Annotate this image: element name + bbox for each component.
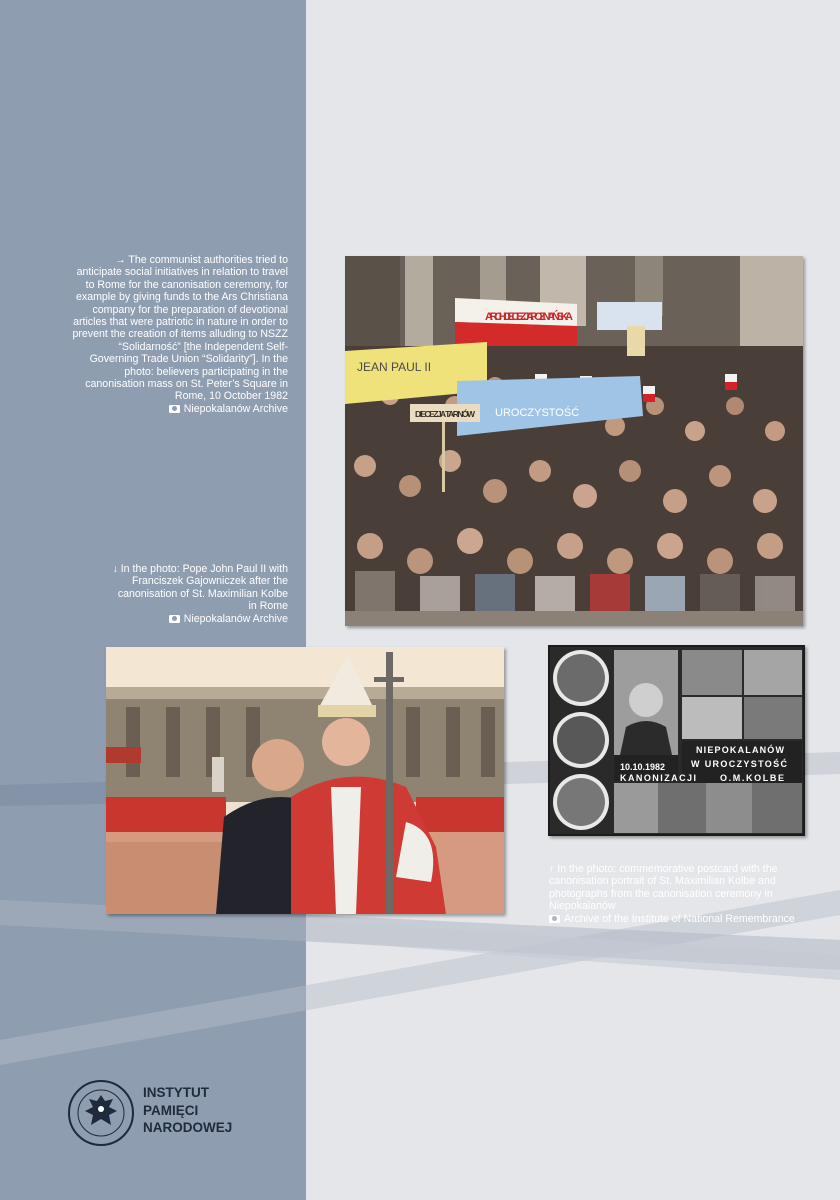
photo-crowd [345, 256, 803, 626]
banner-tarnow: DIECEZJA TARNÓW [415, 409, 475, 419]
ipn-logo [67, 1079, 257, 1149]
camera-icon [169, 405, 180, 413]
caption-postcard-text: In the photo: commemorative postcard with the canonisation portrait of St. Maximilian Kolbe and photographs from the canonisation ceremony in Niepokalanów [549, 863, 778, 913]
caption-crowd-text: The communist authorities tried to anticipate social initiatives in relation to travel to Rome for the canonisation ceremony, for example by giving funds to the Ars Christiana company for the preparation of devotional articles that were patriotic in nature in order to prevent the creation of items alluding to NSZZ “Solidarność” [the Independent Self-Governing Trade Union “Solidarity”]. In the photo: believers participating in the canonisation mass on St. Peter’s Square in Rome, 10 October 1982 [72, 254, 288, 403]
arrow-right-icon: → [115, 254, 126, 266]
camera-icon [169, 615, 180, 623]
logo-line-3: NARODOWEJ [143, 1120, 233, 1135]
logo-line-1: INSTYTUT [143, 1085, 209, 1100]
postcard-line-1: NIEPOKALANÓW [696, 745, 784, 755]
banner-jean-paul: JEAN PAUL II [357, 360, 432, 374]
arrow-up-icon: ↑ [549, 863, 555, 875]
caption-crowd [70, 254, 288, 415]
postcard-line-2: W UROCZYSTOŚĆ [691, 759, 787, 769]
caption-pope-text: In the photo: Pope John Paul II with Franciszek Gajowniczek after the canonisation of St. Maximilian Kolbe in Rome [117, 563, 288, 613]
caption-postcard [549, 863, 809, 925]
photo-pope [106, 647, 504, 914]
banner-poznan: ARCHIDIECEZJA POZNAŃSKA [485, 311, 573, 323]
banner-uroczystosc: UROCZYSTOŚĆ [495, 407, 580, 419]
caption-pope [112, 563, 288, 625]
logo-line-2: PAMIĘCI [143, 1102, 199, 1118]
postcard-line-4: O.M.KOLBE [720, 773, 784, 783]
caption-crowd-credit: Niepokalanów Archive [183, 402, 288, 415]
arrow-down-icon: ↓ [112, 563, 118, 575]
caption-pope-credit: Niepokalanów Archive [183, 612, 288, 625]
camera-icon [549, 915, 560, 923]
postcard-date: 10.10.1982 [620, 762, 666, 772]
photo-postcard [548, 645, 805, 836]
postcard-line-3: KANONIZACJI [620, 773, 696, 783]
caption-postcard-credit: Archive of the Institute of National Remembrance [564, 912, 795, 925]
eagle-seal-icon [67, 1079, 135, 1147]
